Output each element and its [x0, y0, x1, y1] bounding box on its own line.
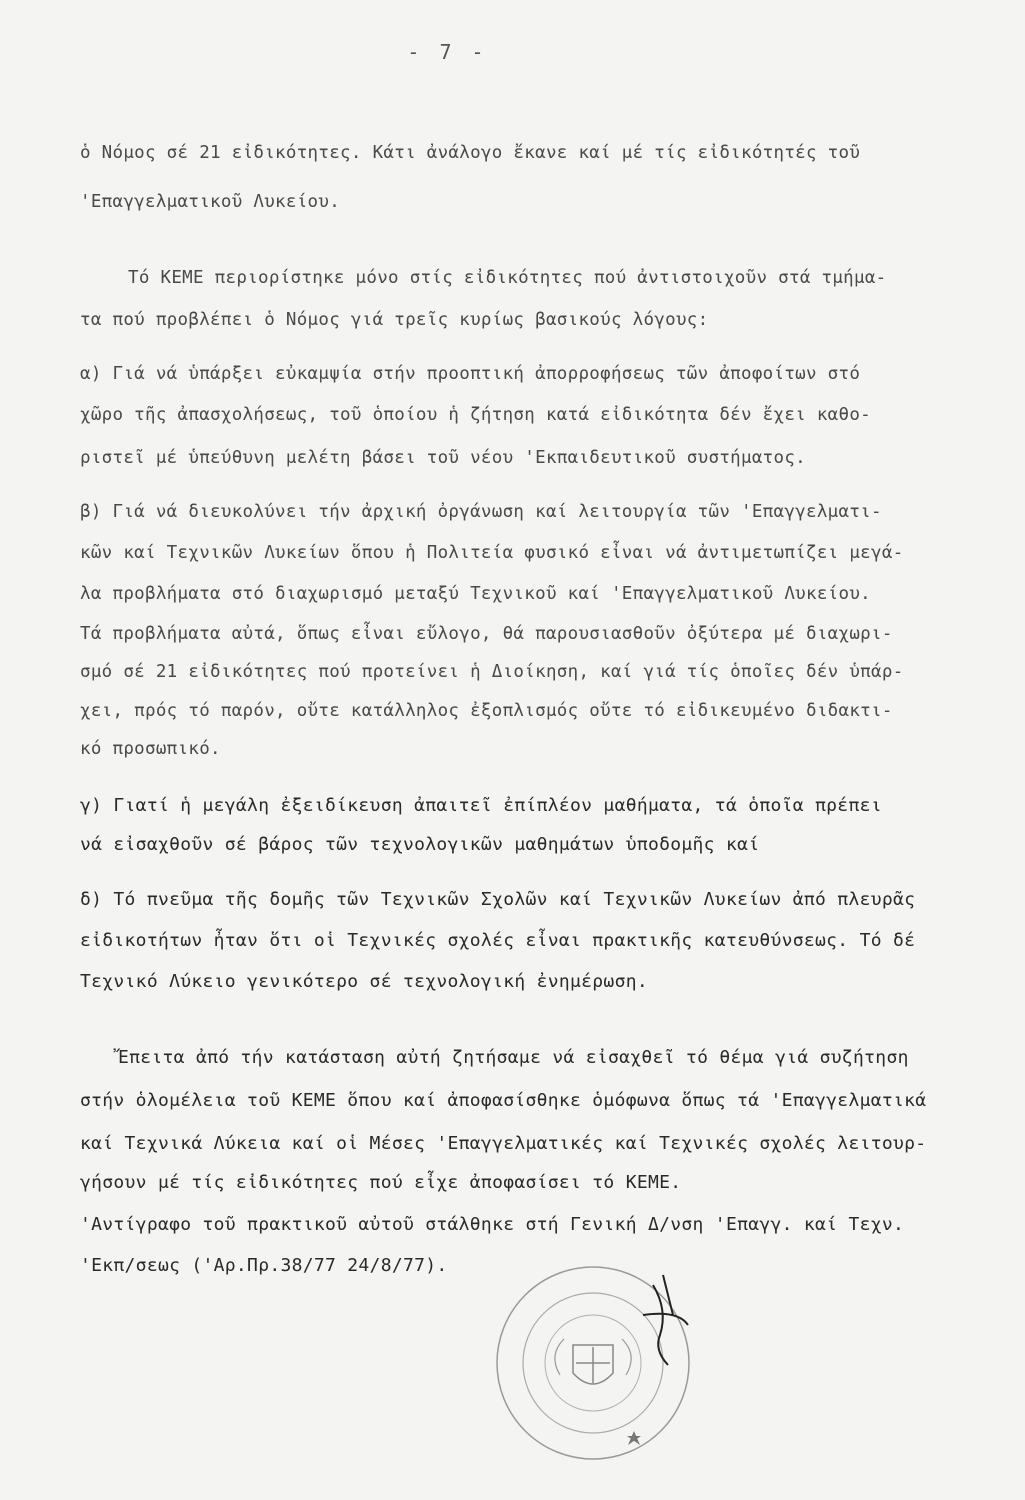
page-number: - 7 - [407, 40, 488, 64]
official-stamp-icon [478, 1255, 718, 1465]
text-line-11: Τά προβλήματα αὐτά, ὅπως εἶναι εὔλογο, θά παρουσιασθοῦν ὀξύτερα μέ διαχωρι- [80, 624, 893, 644]
text-line-8: β) Γιά νά διευκολύνει τήν ἀρχική ὀργάνωση καί λειτουργία τῶν 'Επαγγελματι- [80, 502, 882, 522]
text-line-1: ὁ Νόμος σέ 21 εἰδικότητες. Κάτι ἀνάλογο ἔκανε καί μέ τίς εἰδικότητές τοῦ [80, 143, 861, 163]
text-line-7: ριστεῖ μέ ὑπεύθυνη μελέτη βάσει τοῦ νέου 'Εκπαιδευτικοῦ συστήματος. [80, 448, 807, 468]
text-line-4: τα πού προβλέπει ὁ Νόμος γιά τρεῖς κυρίως βασικούς λόγους: [80, 310, 709, 330]
text-line-2: 'Επαγγελματικοῦ Λυκείου. [80, 192, 341, 212]
text-line-5: α) Γιά νά ὑπάρξει εὐκαμψία στήν προοπτική ἀπορροφήσεως τῶν ἀποφοίτων στό [80, 364, 861, 384]
text-line-25: 'Εκπ/σεως ('Αρ.Πρ.38/77 24/8/77). [80, 1255, 448, 1276]
text-line-12: σμό σέ 21 εἰδικότητες πού προτείνει ἡ Διοίκηση, καί γιά τίς ὁποῖες δέν ὑπάρ- [80, 662, 904, 682]
text-line-23: γήσουν μέ τίς εἰδικότητες πού εἶχε ἀποφασίσει τό ΚΕΜΕ. [80, 1172, 682, 1193]
text-line-19: Τεχνικό Λύκειο γενικότερο σέ τεχνολογική ἐνημέρωση. [80, 971, 648, 992]
text-line-10: λα προβλήματα στό διαχωρισμό μεταξύ Τεχνικοῦ καί 'Επαγγελματικοῦ Λυκείου. [80, 584, 872, 604]
text-line-20: Ἔπειτα ἀπό τήν κατάσταση αὐτή ζητήσαμε νά εἰσαχθεῖ τό θέμα γιά συζήτηση [118, 1047, 909, 1068]
text-line-16: νά εἰσαχθοῦν σέ βάρος τῶν τεχνολογικῶν μαθημάτων ὑποδομῆς καί [80, 834, 760, 855]
text-line-17: δ) Τό πνεῦμα τῆς δομῆς τῶν Τεχνικῶν Σχολῶν καί Τεχνικῶν Λυκείων ἀπό πλευρᾶς [80, 889, 916, 910]
text-line-13: χει, πρός τό παρόν, οὔτε κατάλληλος ἐξοπλισμός οὔτε τό εἰδικευμένο διδακτι- [80, 701, 893, 721]
text-line-6: χῶρο τῆς ἀπασχολήσεως, τοῦ ὁποίου ἡ ζήτηση κατά εἰδικότητα δέν ἔχει καθο- [80, 405, 872, 425]
text-line-21: στήν ὁλομέλεια τοῦ ΚΕΜΕ ὅπου καί ἀποφασίσθηκε ὁμόφωνα ὅπως τά 'Επαγγελματικά [80, 1090, 927, 1111]
text-line-22: καί Τεχνικά Λύκεια καί οἱ Μέσες 'Επαγγελματικές καί Τεχνικές σχολές λειτουρ- [80, 1133, 927, 1154]
text-line-14: κό προσωπικό. [80, 739, 221, 759]
text-line-15: γ) Γιατί ἡ μεγάλη ἐξειδίκευση ἀπαιτεῖ ἐπίπλέον μαθήματα, τά ὁποῖα πρέπει [80, 795, 882, 816]
text-line-24: 'Αντίγραφο τοῦ πρακτικοῦ αὐτοῦ στάλθηκε στή Γενική Δ/νση 'Επαγγ. καί Τεχν. [80, 1214, 905, 1235]
text-line-3: Τό ΚΕΜΕ περιορίστηκε μόνο στίς εἰδικότητες πού ἀντιστοιχοῦν στά τμήμα- [128, 268, 887, 288]
text-line-18: εἰδικοτήτων ἦταν ὅτι οἱ Τεχνικές σχολές εἶναι πρακτικῆς κατευθύνσεως. Τό δέ [80, 930, 916, 951]
text-line-9: κῶν καί Τεχνικῶν Λυκείων ὅπου ἡ Πολιτεία φυσικό εἶναι νά ἀντιμετωπίζει μεγά- [80, 543, 904, 563]
